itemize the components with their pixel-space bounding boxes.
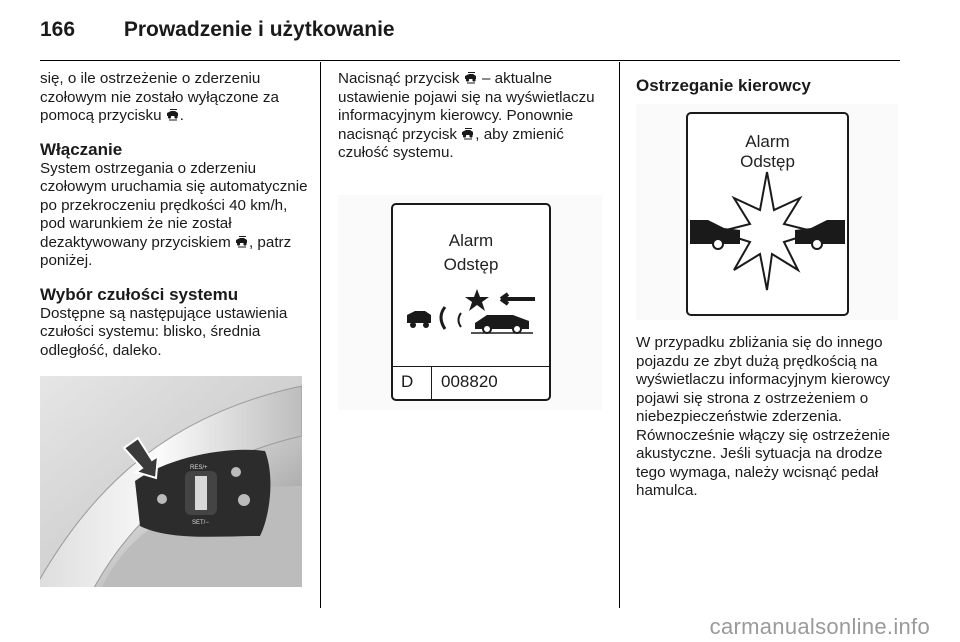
header-rule xyxy=(40,60,900,61)
column-2 xyxy=(338,70,608,177)
page-number: 166 xyxy=(40,18,76,41)
set-label: SET/− xyxy=(192,520,209,526)
warning-paragraph: W przypadku zbliżania się do innego pojazdu ze zbyt dużą prędkością na wyświetlaczu informacyjnym kierowcy pojawi się strona z ostrzeżeniem o niebezpieczeństwie zderzenia. Równocześnie włączy się ostrzeżenie akustyczne. Jeśli sytuacja na drodze tego wymaga, należy wcisnąć pedał hamulca. xyxy=(636,334,891,499)
intro-text: się, o ile ostrzeżenie o zderzeniu czołowym nie zostało wyłączone za pomocą przycisku xyxy=(40,70,279,124)
heading-wybor: Wybór czułości systemu xyxy=(40,284,239,304)
collision-graphic xyxy=(688,170,847,300)
alert-title-2: Odstęp xyxy=(740,152,795,171)
page-title: Prowadzenie i użytkowanie xyxy=(123,18,395,41)
own-car-icon xyxy=(407,311,431,323)
distance-symbols xyxy=(405,287,545,335)
sensitivity-button-icon xyxy=(235,236,249,248)
wlaczanie-end: , patrz poniżej. xyxy=(40,233,292,269)
steering-wheel-illustration xyxy=(40,376,302,587)
star-icon xyxy=(465,289,489,311)
column-3-text xyxy=(636,334,906,515)
col2-text-b: – aktualne ustawienie pojawi się na wyświetlaczu informacyjnym kierowcy. Ponownie nacisnąć przycisk xyxy=(338,70,595,143)
sensitivity-button-icon xyxy=(461,128,475,140)
heading-ostrzeganie: Ostrzeganie kierowcy xyxy=(636,76,811,95)
res-label: RES/+ xyxy=(190,465,208,471)
page-header xyxy=(40,18,395,42)
intro-paragraph xyxy=(40,70,308,126)
intro-end: . xyxy=(179,107,185,124)
column-divider-2 xyxy=(619,62,620,608)
figure-distance-setting xyxy=(338,195,602,410)
figure-collision-alert xyxy=(636,104,898,320)
col2-paragraph xyxy=(338,70,608,163)
display-title-1: Alarm xyxy=(448,231,494,250)
col2-text-a: Nacisnąć przycisk xyxy=(338,70,460,87)
heading-wlaczanie: Włączanie xyxy=(40,139,123,159)
col2-text-c: , aby zmienić czułość systemu. xyxy=(338,125,564,161)
column-1 xyxy=(40,70,308,374)
figure-code-letter: D xyxy=(401,372,414,391)
figure-code: 008820 xyxy=(441,372,498,391)
sensitivity-button-icon xyxy=(166,109,180,121)
arrow-left-icon xyxy=(501,294,535,304)
display-title-2: Odstęp xyxy=(443,255,499,274)
column-divider-1 xyxy=(320,62,321,608)
wlaczanie-text: System ostrzegania o zderzeniu czołowym uruchamia się automatycznie po przekroczeniu prędkości 40 km/h, pod warunkiem że nie został dezaktywowany przyciskiem xyxy=(40,159,308,251)
alert-screen xyxy=(686,112,849,316)
steering-wheel-photo xyxy=(40,376,302,587)
wlaczanie-paragraph xyxy=(40,160,308,271)
wybor-paragraph: Dostępne są następujące ustawienia czułości systemu: blisko, średnia odległość, daleko. xyxy=(40,304,288,359)
alert-title-1: Alarm xyxy=(745,132,790,151)
watermark: carmanualsonline.info xyxy=(709,614,930,639)
display-screen xyxy=(391,203,551,401)
sensitivity-button-icon xyxy=(464,72,478,84)
